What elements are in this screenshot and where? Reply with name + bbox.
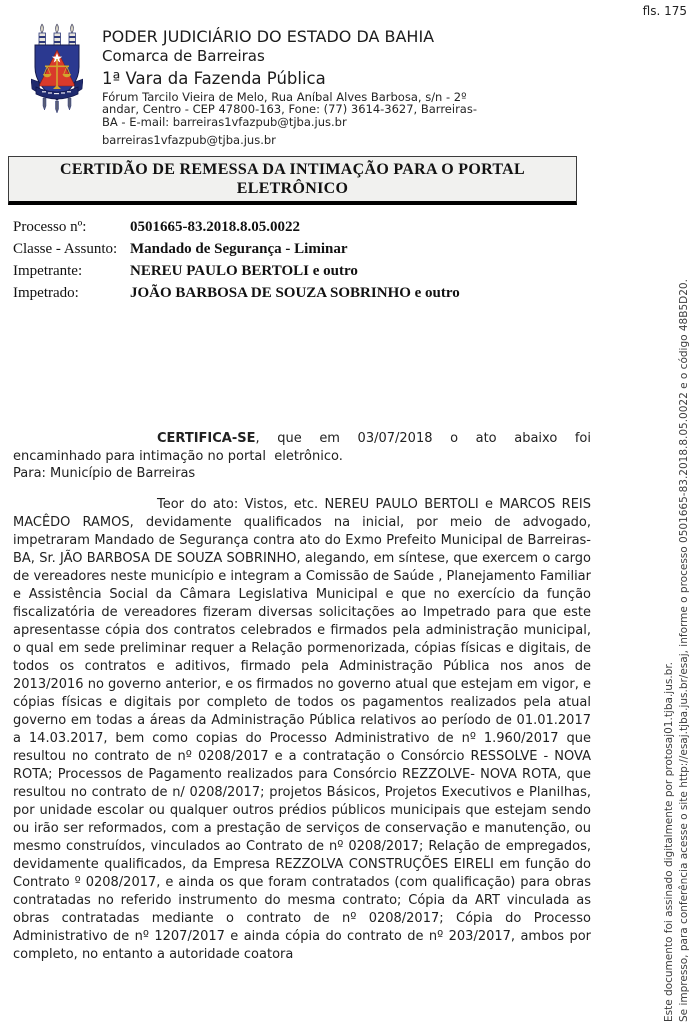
process-label: Classe - Assunto: <box>13 241 118 257</box>
process-value: JOÃO BARBOSA DE SOUZA SOBRINHO e outro <box>130 285 460 301</box>
process-label: Processo nº: <box>13 219 87 235</box>
process-label: Impetrante: <box>13 263 83 279</box>
digital-signature-note-vertical: Este documento foi assinado digitalmente por protosaj01.tjba.jus.br. <box>663 661 675 1022</box>
process-value: NEREU PAULO BERTOLI e outro <box>130 263 358 279</box>
certificate-title-box <box>8 156 577 205</box>
process-value: 0501665-83.2018.8.05.0022 <box>130 219 300 235</box>
process-row <box>13 216 573 238</box>
process-row <box>13 260 573 282</box>
verification-note-vertical: Se impresso, para conferência acesse o site http://esaj.tjba.jus.br/esaj, informe o processo 0501665-83.2018.8.05.0022 e o código 48B5D20. <box>678 279 690 1022</box>
comarca-name: Comarca de Barreiras <box>102 47 265 65</box>
certification-line-2: encaminhado para intimação no portal eletrônico. <box>13 448 343 464</box>
court-email: barreiras1vfazpub@tjba.jus.br <box>102 133 276 148</box>
process-label: Impetrado: <box>13 285 79 301</box>
address-line-2: andar, Centro - CEP 47800-163, Fone: (77) 3614-3627, Barreiras- <box>102 102 477 117</box>
court-name: PODER JUDICIÁRIO DO ESTADO DA BAHIA <box>102 27 435 46</box>
title-line-1: CERTIDÃO DE REMESSA DA INTIMAÇÃO PARA O PORTAL <box>59 161 526 178</box>
process-info <box>13 216 573 304</box>
certifica-se-label: CERTIFICA-SE <box>157 431 256 446</box>
title-line-2: ELETRÔNICO <box>236 180 349 197</box>
folio-number: fls. 175 <box>642 4 687 18</box>
process-value: Mandado de Segurança - Liminar <box>130 241 348 257</box>
address-line-3: BA - E-mail: barreiras1vfazpub@tjba.jus.br <box>102 114 347 129</box>
court-address <box>102 91 522 128</box>
act-content-paragraph: Teor do ato: Vistos, etc. NEREU PAULO BERTOLI e MARCOS REIS MACÊDO RAMOS, devidamente qualificados na inicial, por meio de advogado, impetraram Mandado de Segurança contra ato do Exmo Prefeito Municipal de Barreiras-BA, Sr. JÃO BARBOSA DE SOUZA SOBRINHO, alegando, em síntese, que exercem o cargo de vereadores neste município e integram a Comissão de Saúde , Planejamento Familiar e Assistência Social da Câmara Legislativa Municipal e que no exercício da função fiscalizatória de vereadores fizeram diversas solicitações ao Impetrado para que este apresentasse cópia dos contratos celebrados e firmados pela administração municipal, o qual em sede preliminar requer a Relação pormenorizada, cópias físicas e digitais, de todos os contratos e aditivos, firmado pela Administração Pública nos anos de 2013/2016 no governo anterior, e os firmados no governo atual que estejam em vigor, e cópias físicas e digitais por completo de todos os pagamentos realizados pela atual governo em todas a áreas da Administração Pública relativos ao período de 01.01.2017 a 14.03.2017, bem como copias do Processo Administrativo de nº 1.960/2017 que resultou no contrato de nº 0208/2017 e a contratação o Consórcio RESSOLVE - NOVA ROTA; Processos de Pagamento realizados para Consórcio REZZOLVE- NOVA ROTA, que resultou no contrato de n/ 0208/2017; projetos Básicos, Projetos Executivos e Planilhas, por unidade escolar ou qualquer outros prédios públicos municipais que estejam sendo ou irão ser reformados, com a prestação de serviços de conservação e manutenção, ou mesmo construídos, vinculados ao Contrato de nº 0208/2017; Relação de empregados, devidamente qualificados, da Empresa REZZOLVA CONSTRUÇÕES EIRELI em função do Contrato º 0208/2017, e ainda os que foram contratados (com qualificação) para obras contratadas no referido instrumento do mesma contrato; Cópia da ART vinculada as obras contratadas mediante o contrato de nº 0208/2017; Cópia do Processo Administrativo de nº 1207/2017 e ainda cópia do contrato de nº 203/2017, ambos por completo, no entanto a autoridade coatora <box>13 497 591 962</box>
para-line: Para: Município de Barreiras <box>13 466 196 481</box>
process-row <box>13 282 573 304</box>
certification-paragraph <box>13 430 591 483</box>
address-line-1: Fórum Tarcilo Vieira de Melo, Rua Aníbal Alves Barbosa, s/n - 2º <box>102 90 467 104</box>
torches <box>39 24 76 45</box>
letterhead <box>102 28 522 147</box>
process-row <box>13 238 573 260</box>
certification-line-1 <box>13 430 591 448</box>
bahia-coat-of-arms-icon <box>31 23 83 115</box>
certification-line-1-rest: , que em 03/07/2018 o ato abaixo foi <box>255 431 591 446</box>
vara-name: 1ª Vara da Fazenda Pública <box>102 69 326 88</box>
